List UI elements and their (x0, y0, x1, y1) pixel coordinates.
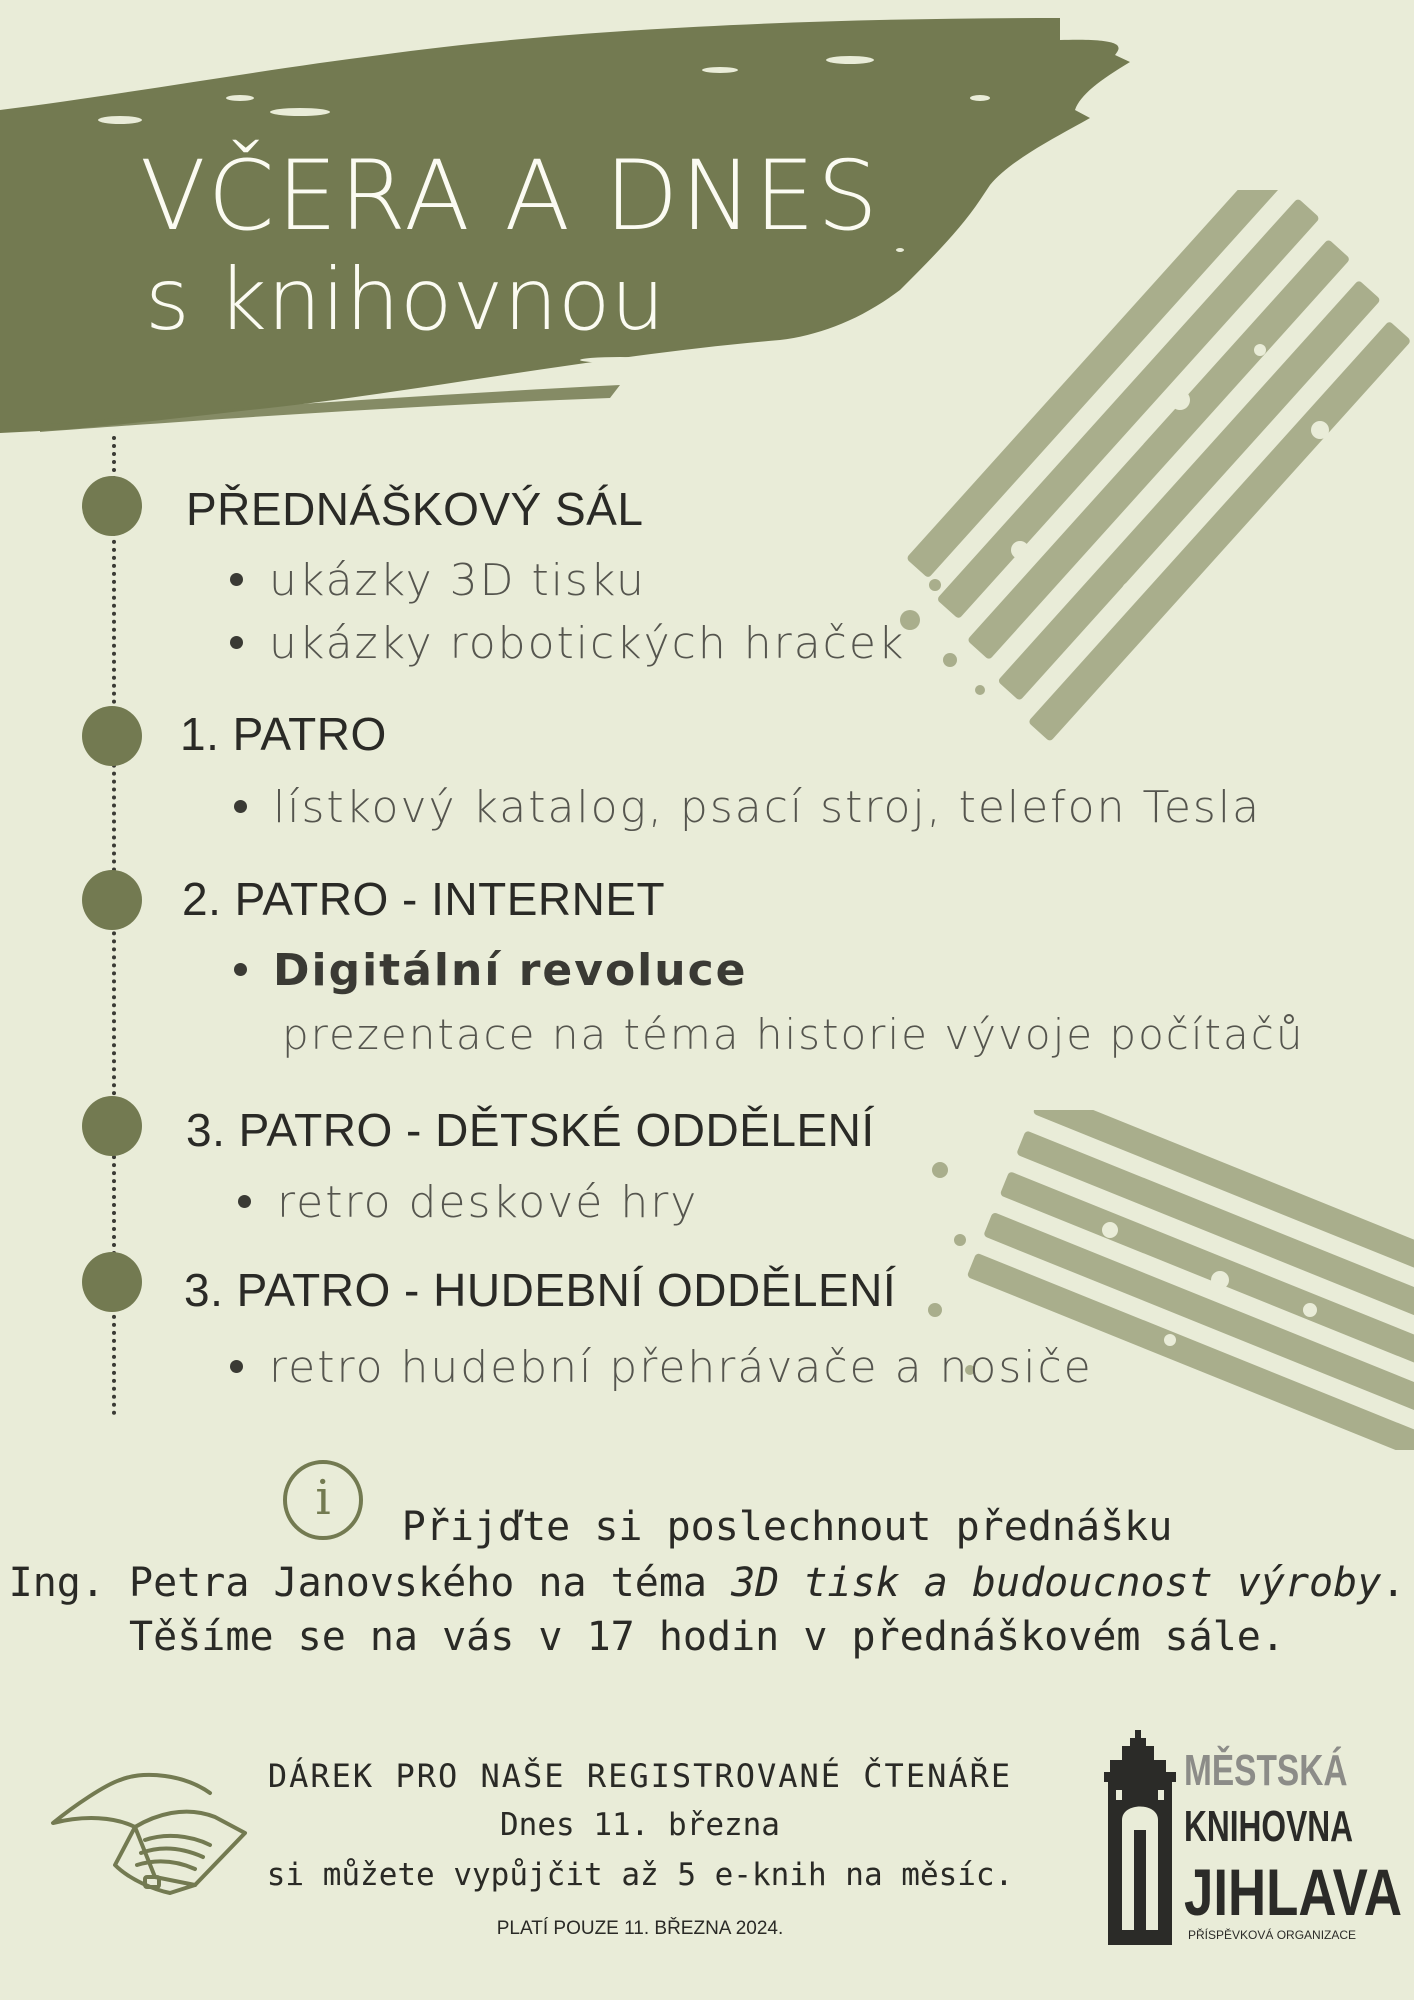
library-logo (1100, 1730, 1403, 1945)
list-item: retro hudební přehrávače a nosiče (230, 1342, 1093, 1393)
section-title-music-department: 3. PATRO - HUDEBNÍ ODDĚLENÍ (184, 1264, 897, 1316)
list-item: Digitální revoluce (234, 945, 748, 996)
gift-offer: si můžete vypůjčit až 5 e-knih na měsíc. (266, 1857, 1014, 1893)
timeline-dot (82, 1252, 142, 1312)
list-item-description: prezentace na téma historie vývoje počítačů (282, 1010, 1305, 1059)
info-icon: i (283, 1460, 363, 1540)
timeline-dot (82, 1096, 142, 1156)
timeline-dot (82, 476, 142, 536)
logo-word-mestska: MĚSTSKÁ (1184, 1746, 1348, 1795)
bullet-icon (230, 636, 243, 649)
section-title-first-floor: 1. PATRO (180, 708, 387, 760)
timeline-dot (82, 870, 142, 930)
section-title-second-floor: 2. PATRO - INTERNET (182, 873, 666, 925)
bullet-icon (230, 573, 243, 586)
info-text-line-2: Ing. Petra Janovského na téma 3D tisk a budoucnost výroby. (8, 1560, 1406, 1606)
logo-tagline: PŘÍSPĚVKOVÁ ORGANIZACE (1188, 1928, 1357, 1942)
timeline-dot (82, 706, 142, 766)
list-item: ukázky 3D tisku (230, 555, 646, 606)
info-text-line-1: Přijďte si poslechnout přednášku (401, 1504, 1173, 1550)
list-item: ukázky robotických hraček (230, 618, 905, 669)
gift-date: Dnes 11. března (500, 1807, 780, 1843)
section-title-lecture-hall: PŘEDNÁŠKOVÝ SÁL (186, 483, 644, 535)
tire-tracks-bottom-decoration (920, 1110, 1414, 1450)
logo-word-jihlava: JIHLAVA (1184, 1855, 1403, 1929)
logo-word-knihovna: KNIHOVNA (1184, 1802, 1353, 1851)
bullet-icon (230, 1360, 243, 1373)
gift-validity-note: PLATÍ POUZE 11. BŘEZNA 2024. (496, 1918, 784, 1939)
tire-tracks-top-decoration (880, 190, 1414, 750)
list-item: lístkový katalog, psací stroj, telefon Tesla (234, 782, 1261, 833)
list-item: retro deskové hry (238, 1177, 698, 1228)
bullet-icon (238, 1195, 251, 1208)
poster-subtitle: s knihovnou (145, 250, 665, 350)
info-text-line-3: Těšíme se na vás v 17 hodin v přednáškovém sále. (129, 1614, 1285, 1660)
library-tower-icon (1100, 1730, 1180, 1945)
bullet-icon (234, 800, 247, 813)
ebook-icon (45, 1745, 255, 1900)
gift-heading: DÁREK PRO NAŠE REGISTROVANÉ ČTENÁŘE (267, 1757, 1013, 1795)
section-title-children-department: 3. PATRO - DĚTSKÉ ODDĚLENÍ (186, 1104, 875, 1156)
bullet-icon (234, 963, 247, 976)
poster-title: VČERA A DNES (140, 140, 880, 252)
